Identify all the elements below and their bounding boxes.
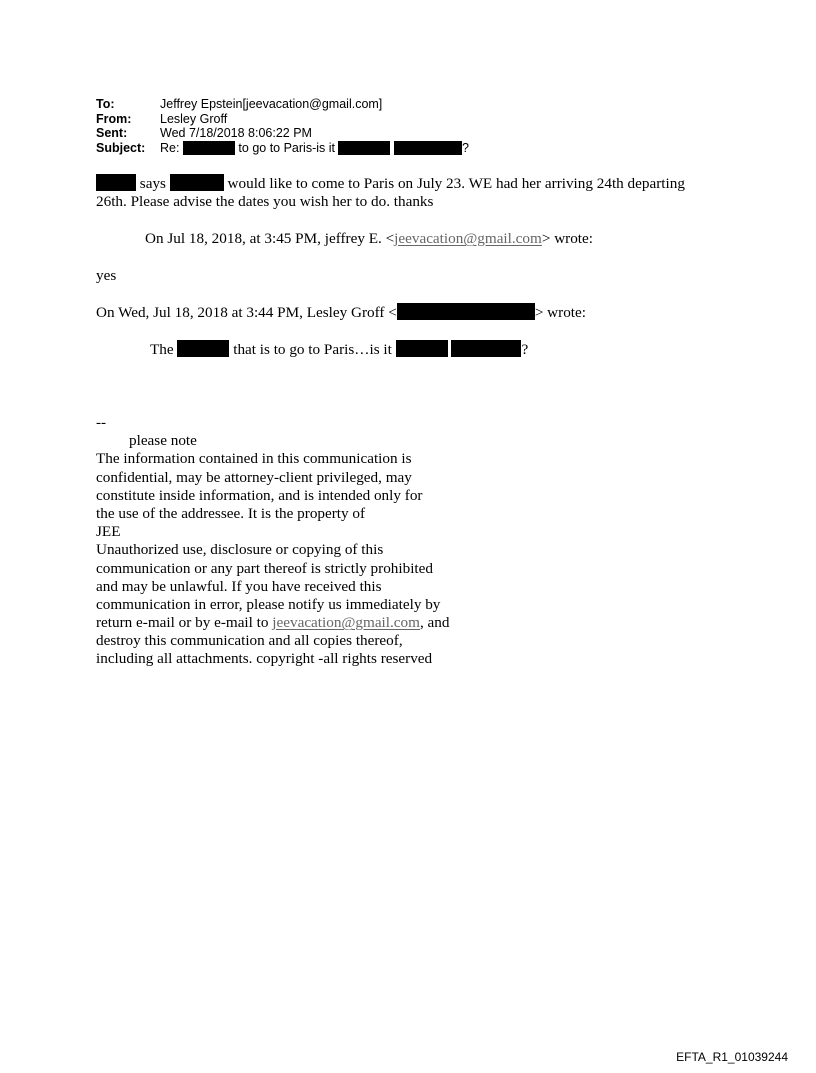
reply-yes: yes <box>96 267 117 284</box>
disclaimer-line: Unauthorized use, disclosure or copying of this <box>96 541 384 559</box>
quote-header-2 <box>96 303 586 322</box>
inner-quote <box>150 340 528 359</box>
disclaimer-line: destroy this communication and all copies thereof, <box>96 632 403 650</box>
from-value: Lesley Groff <box>160 111 228 126</box>
body-line-2: 26th. Please advise the dates you wish her to do. thanks <box>96 193 434 210</box>
redaction-block <box>96 174 136 191</box>
redaction-block <box>451 340 521 357</box>
disclaimer-line: communication in error, please notify us immediately by <box>96 595 441 613</box>
disclaimer-line: and may be unlawful. If you have received this <box>96 577 382 595</box>
document-id: EFTA_R1_01039244 <box>676 1050 788 1064</box>
please-note: please note <box>129 432 197 450</box>
quote-header-1 <box>145 230 593 248</box>
body-says: says <box>139 175 166 192</box>
subject-re: Re: <box>160 140 180 155</box>
quote-2-suffix: > wrote: <box>534 304 586 321</box>
sent-row <box>96 126 469 141</box>
redaction-block <box>394 141 462 155</box>
signature-dashes: -- <box>96 414 107 431</box>
from-row <box>96 112 469 127</box>
to-row <box>96 97 469 112</box>
sent-label: Sent: <box>96 126 128 141</box>
disclaimer-line: communication or any part thereof is strictly prohibited <box>96 559 433 577</box>
quote-2-prefix: On Wed, Jul 18, 2018 at 3:44 PM, Lesley Groff < <box>96 304 397 321</box>
disclaimer-block <box>96 414 449 669</box>
from-label: From: <box>96 111 132 126</box>
quote-1-suffix: > wrote: <box>541 230 593 247</box>
disclaimer-email-line <box>96 614 449 632</box>
disclaimer-line: the use of the addressee. It is the property of <box>96 504 366 522</box>
email-line-suffix: , and <box>419 614 450 632</box>
disclaimer-line: constitute inside information, and is intended only for <box>96 486 423 504</box>
redaction-block <box>177 340 229 357</box>
quote-1-email-link[interactable]: jeevacation@gmail.com <box>394 230 542 247</box>
subject-end: ? <box>461 140 469 155</box>
redaction-block <box>183 141 235 155</box>
redaction-block <box>396 340 448 357</box>
email-header <box>96 97 469 155</box>
sent-value: Wed 7/18/2018 8:06:22 PM <box>160 126 312 141</box>
disclaimer-line: The information contained in this communication is <box>96 450 412 468</box>
disclaimer-line: JEE <box>96 523 121 541</box>
redaction-block <box>338 141 390 155</box>
body-line-1-rest: would like to come to Paris on July 23. WE had her arriving 24th departing <box>227 175 685 192</box>
redaction-block <box>170 174 224 191</box>
email-line-prefix: return e-mail or by e-mail to <box>96 614 273 632</box>
quote-1-prefix: On Jul 18, 2018, at 3:45 PM, jeffrey E. < <box>145 230 395 247</box>
subject-row <box>96 141 469 156</box>
disclaimer-line: including all attachments. copyright -all rights reserved <box>96 650 433 668</box>
disclaimer-line: confidential, may be attorney-client privileged, may <box>96 468 412 486</box>
subject-mid: to go to Paris-is it <box>238 140 335 155</box>
subject-label: Subject: <box>96 140 146 155</box>
inner-the: The <box>150 341 174 358</box>
to-label: To: <box>96 97 115 111</box>
disclaimer-email-link[interactable]: jeevacation@gmail.com <box>272 614 420 632</box>
inner-end: ? <box>521 341 529 358</box>
body-line-1 <box>96 174 685 193</box>
inner-mid: that is to go to Paris…is it <box>233 341 392 358</box>
redaction-block <box>397 303 535 320</box>
to-value: Jeffrey Epstein[jeevacation@gmail.com] <box>160 97 383 111</box>
